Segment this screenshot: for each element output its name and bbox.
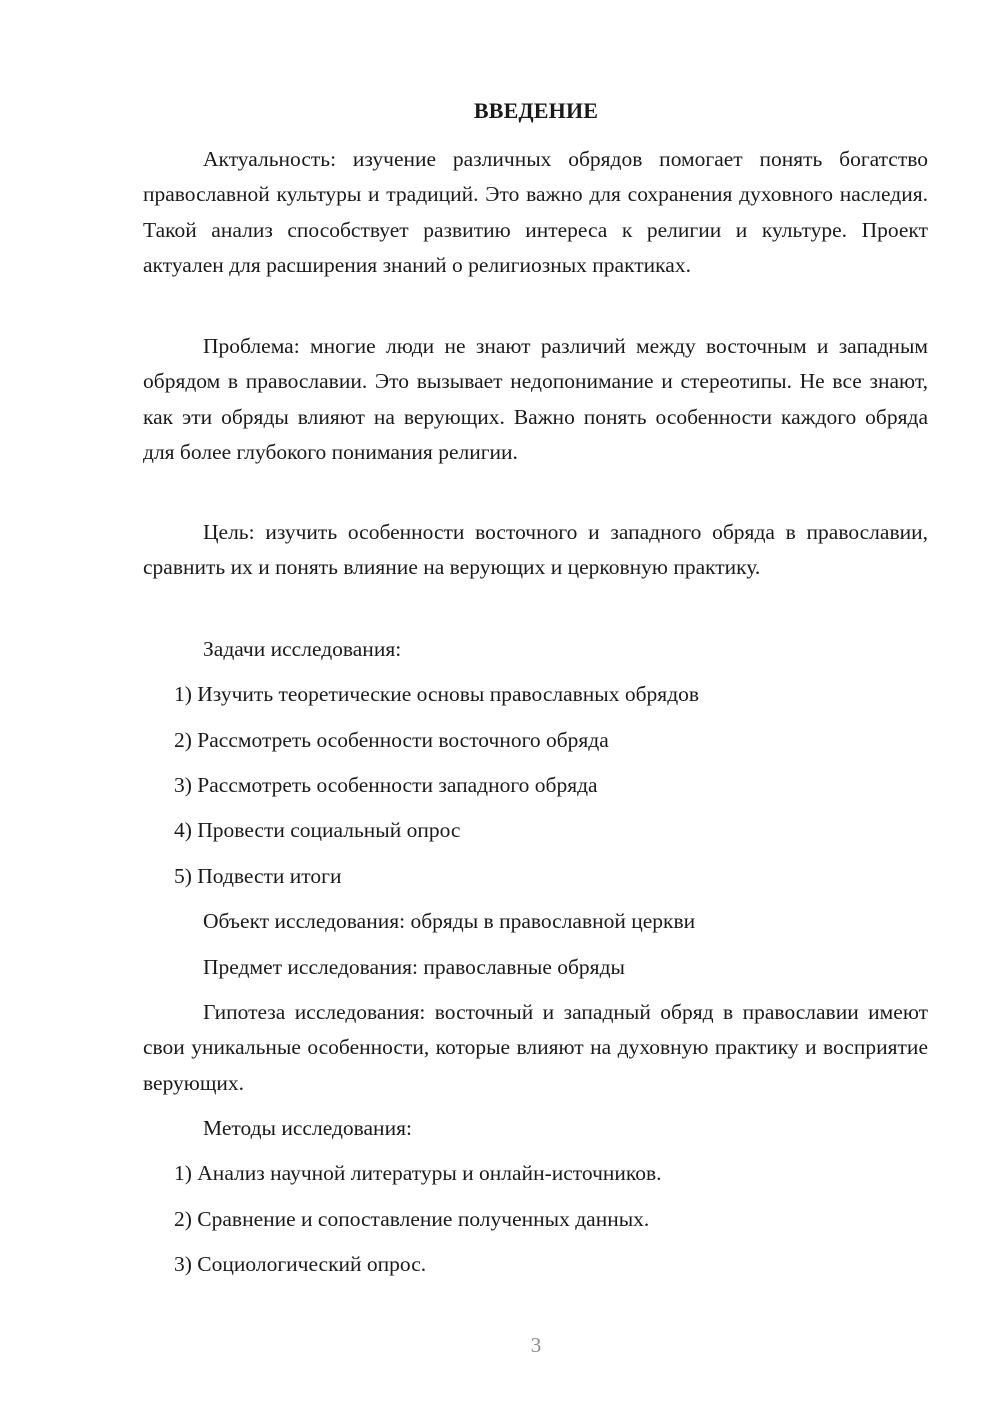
task-item: 1) Изучить теоретические основы православных обрядов — [174, 682, 700, 706]
method-item: 2) Сравнение и сопоставление полученных данных. — [174, 1207, 650, 1231]
page-title: ВВЕДЕНИЕ — [473, 98, 599, 123]
hypothesis-paragraph: Гипотеза исследования: восточный и западный обряд в православии имеют свои уникальные особенности, которые влияют на духовную практику и восприятие верующих. — [143, 1000, 928, 1095]
problem-paragraph: Проблема: многие люди не знают различий между восточным и западным обрядом в православии. Это вызывает недопонимание и стереотипы. Не все знают, как эти обряды влияют на верующих. Важно понять особенности каждого обряда для более глубокого понимания религии. — [143, 334, 928, 465]
research-object: Объект исследования: обряды в православной церкви — [203, 909, 696, 933]
page-number: 3 — [530, 1333, 542, 1357]
tasks-label: Задачи исследования: — [203, 637, 402, 661]
research-subject: Предмет исследования: православные обряды — [203, 955, 625, 979]
relevance-paragraph: Актуальность: изучение различных обрядов помогает понять богатство православной культуры и традиций. Это важно для сохранения духовного наследия. Такой анализ способствует развитию интереса к религии и культуре. Проект актуален для расширения знаний о религиозных практиках. — [143, 147, 928, 278]
task-item: 5) Подвести итоги — [174, 864, 342, 888]
task-item: 3) Рассмотреть особенности западного обряда — [174, 773, 598, 797]
methods-label: Методы исследования: — [203, 1116, 412, 1140]
task-item: 4) Провести социальный опрос — [174, 818, 461, 842]
goal-paragraph: Цель: изучить особенности восточного и западного обряда в православии, сравнить их и понять влияние на верующих и церковную практику. — [143, 520, 928, 580]
task-item: 2) Рассмотреть особенности восточного обряда — [174, 728, 609, 752]
method-item: 1) Анализ научной литературы и онлайн-источников. — [174, 1161, 662, 1185]
method-item: 3) Социологический опрос. — [174, 1252, 427, 1276]
